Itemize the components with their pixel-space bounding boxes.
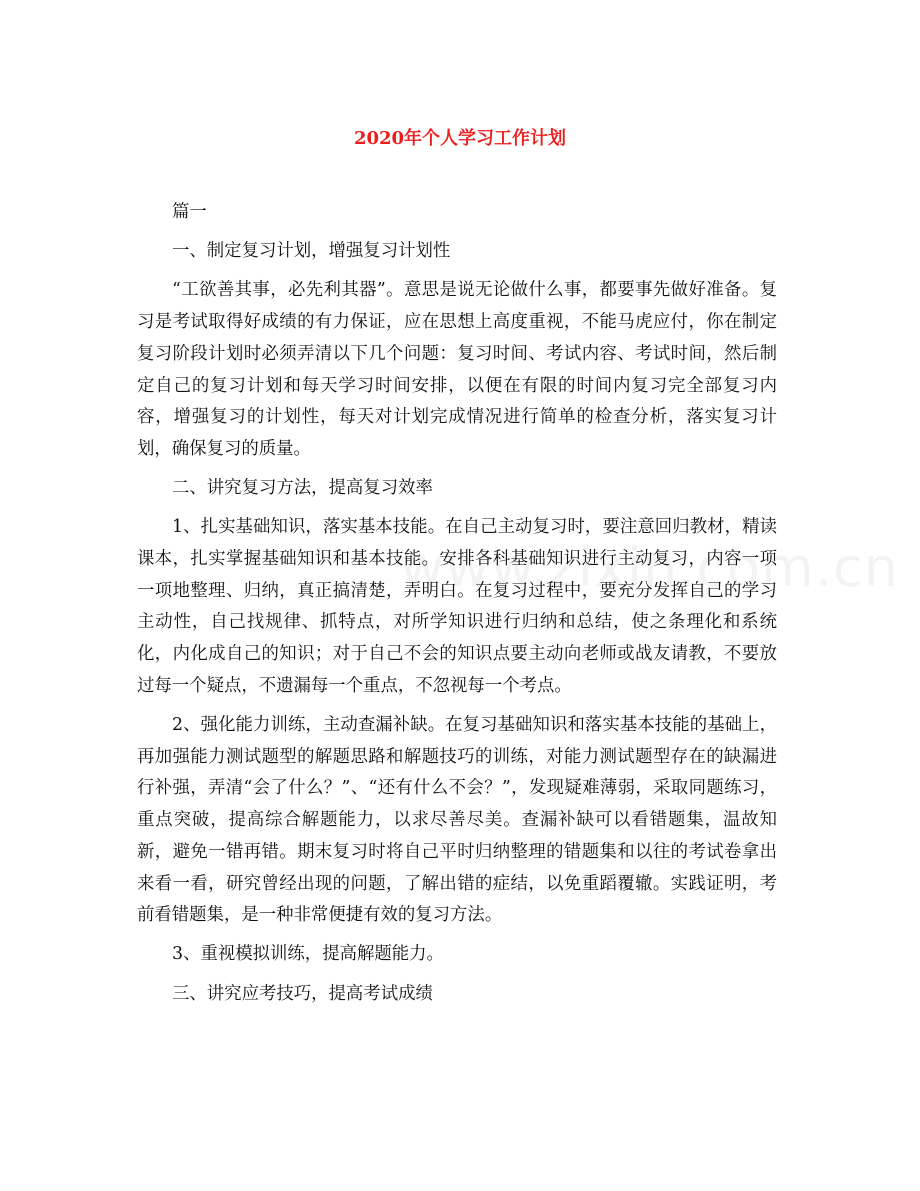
paragraph-item-3: 3、重视模拟训练，提高解题能力。 [172, 944, 444, 965]
paragraph-body-3: 2、强化能力训练，主动查漏补缺。在复习基础知识和落实基本技能的基础上，再加强能力测试题型的解题思路和解题技巧的训练，对能力测试题型存在的缺漏进行补强，弄清“会了什么？”、“还有什么不会？”，发现疑难薄弱，采取同题练习，重点突破，提高综合解题能力，以求尽善尽美。查漏补缺可以看错题集，温故知新，避免一错再错。期末复习时将自己平时归纳整理的错题集和以往的考试卷拿出来看一看，研究曾经出现的问题，了解出错的症结，以免重蹈覆辙。实践证明，考前看错题集，是一种非常便捷有效的复习方法。 [137, 715, 777, 926]
document-title: 2020年个人学习工作计划 [353, 128, 567, 149]
paragraph-heading-3: 三、讲究应考技巧，提高考试成绩 [172, 983, 433, 1004]
paragraph-heading-2: 二、讲究复习方法，提高复习效率 [172, 478, 433, 499]
paragraph-body-1: “工欲善其事，必先利其器”。意思是说无论做什么事，都要事先做好准备。复习是考试取得好成绩的有力保证，应在思想上高度重视，不能马虎应付，你在制定复习阶段计划时必须弄清以下几个问题：复习时间、考试内容、考试时间，然后制定自己的复习计划和每天学习时间安排，以便在有限的时间内复习完全部复习内容，增强复习的计划性，每天对计划完成情况进行简单的检查分析，落实复习计划，确保复习的质量。 [137, 280, 777, 459]
paragraph-heading-1: 一、制定复习计划，增强复习计划性 [172, 241, 451, 262]
document-body [137, 197, 777, 1018]
paragraph-section-label: 篇一 [172, 202, 207, 222]
paragraph-body-2: 1、扎实基础知识，落实基本技能。在自己主动复习时，要注意回归教材，精读课本，扎实掌握基础知识和基本技能。安排各科基础知识进行主动复习，内容一项一项地整理、归纳，真正搞清楚，弄明白。在复习过程中，要充分发挥自己的学习主动性，自己找规律、抓特点，对所学知识进行归纳和总结，使之条理化和系统化，内化成自己的知识；对于自己不会的知识点要主动向老师或战友请教，不要放过每一个疑点，不遗漏每一个重点，不忽视每一个考点。 [137, 517, 777, 696]
